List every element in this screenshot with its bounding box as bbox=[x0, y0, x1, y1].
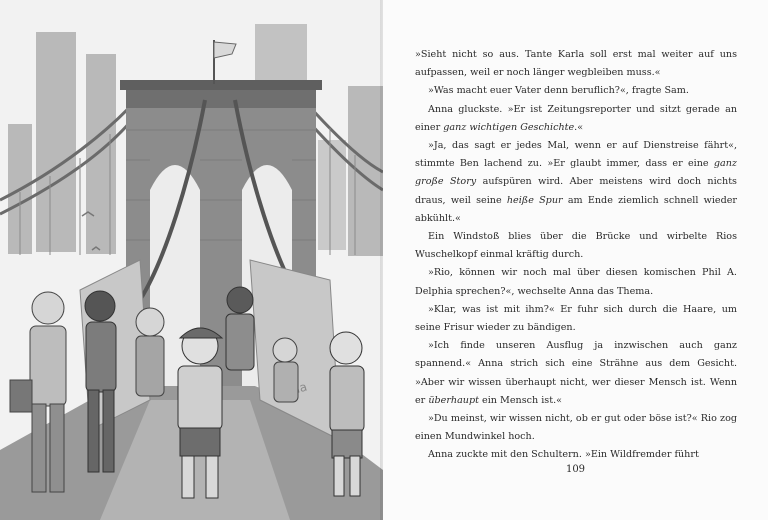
text-run: Ein Windstoß blies über die Brücke und wirbelte Rios Wuschelkopf einmal kräftig durch. bbox=[415, 231, 737, 261]
text-run: aufspüren wird. Aber meistens wird doch nichts draus, weil seine bbox=[415, 176, 737, 206]
italic-run: überhaupt bbox=[428, 394, 479, 406]
text-page bbox=[383, 0, 768, 520]
italic-run: heiße Spur bbox=[506, 194, 563, 206]
italic-run: ganz große Story bbox=[415, 158, 737, 188]
text-run: Anna gluckste. »Er ist Zeitungsreporter und sitzt gerade an einer bbox=[415, 103, 737, 133]
child-cap bbox=[136, 308, 164, 396]
paragraph bbox=[415, 337, 737, 410]
story-text bbox=[415, 46, 737, 465]
text-run: .« bbox=[574, 121, 584, 133]
text-run: Anna zuckte mit den Schultern. »Ein Wildfremder führt bbox=[428, 449, 699, 461]
text-run: »Sieht nicht so aus. Tante Karla soll erst mal weiter auf uns aufpassen, weil er noch länger wegbleiben muss.« bbox=[415, 49, 737, 79]
paragraph bbox=[415, 101, 737, 137]
text-run: »Klar, was ist mit ihm?« Er fuhr sich durch die Haare, um seine Frisur wieder zu bändigen. bbox=[415, 303, 737, 334]
paragraph bbox=[415, 228, 737, 264]
text-run: »Rio, können wir noch mal über diesen komischen Phil A. Delphia sprechen?«, wechselte Anna das Thema. bbox=[415, 267, 737, 297]
paragraph bbox=[415, 301, 737, 337]
text-run: »Was macht euer Vater denn beruflich?«, fragte Sam. bbox=[428, 85, 689, 97]
text-run: »Du meinst, wir wissen nicht, ob er gut oder böse ist?« Rio zog einen Mundwinkel hoch. bbox=[415, 413, 737, 443]
paragraph bbox=[415, 46, 737, 82]
page-number: 109 bbox=[565, 464, 586, 475]
child-girl-right bbox=[273, 338, 298, 402]
text-run: am Ende ziemlich schnell wieder abkühlt.« bbox=[415, 194, 737, 224]
paragraph bbox=[415, 82, 737, 100]
paragraph bbox=[415, 264, 737, 300]
text-run: »Ich finde unseren Ausflug ja inzwischen auch ganz spannend.« Anna strich sich eine Strähne aus dem Gesicht. »Aber wir wissen überhaupt nicht, wer dieser Mensch ist. Wenn er bbox=[415, 340, 737, 406]
paragraph bbox=[415, 410, 737, 446]
text-run: »Ja, das sagt er jedes Mal, wenn er auf Dienstreise fährt«, stimmte Ben lachend zu. »Er glaubt immer, dass er eine bbox=[415, 140, 737, 170]
text-run: ein Mensch ist.« bbox=[479, 394, 562, 406]
child-back bbox=[226, 287, 254, 370]
paragraph bbox=[415, 446, 737, 464]
illustration-page bbox=[0, 0, 383, 520]
paragraph bbox=[415, 137, 737, 228]
bridge-illustration bbox=[0, 0, 383, 520]
italic-run: ganz wichtigen Geschichte bbox=[443, 121, 575, 133]
